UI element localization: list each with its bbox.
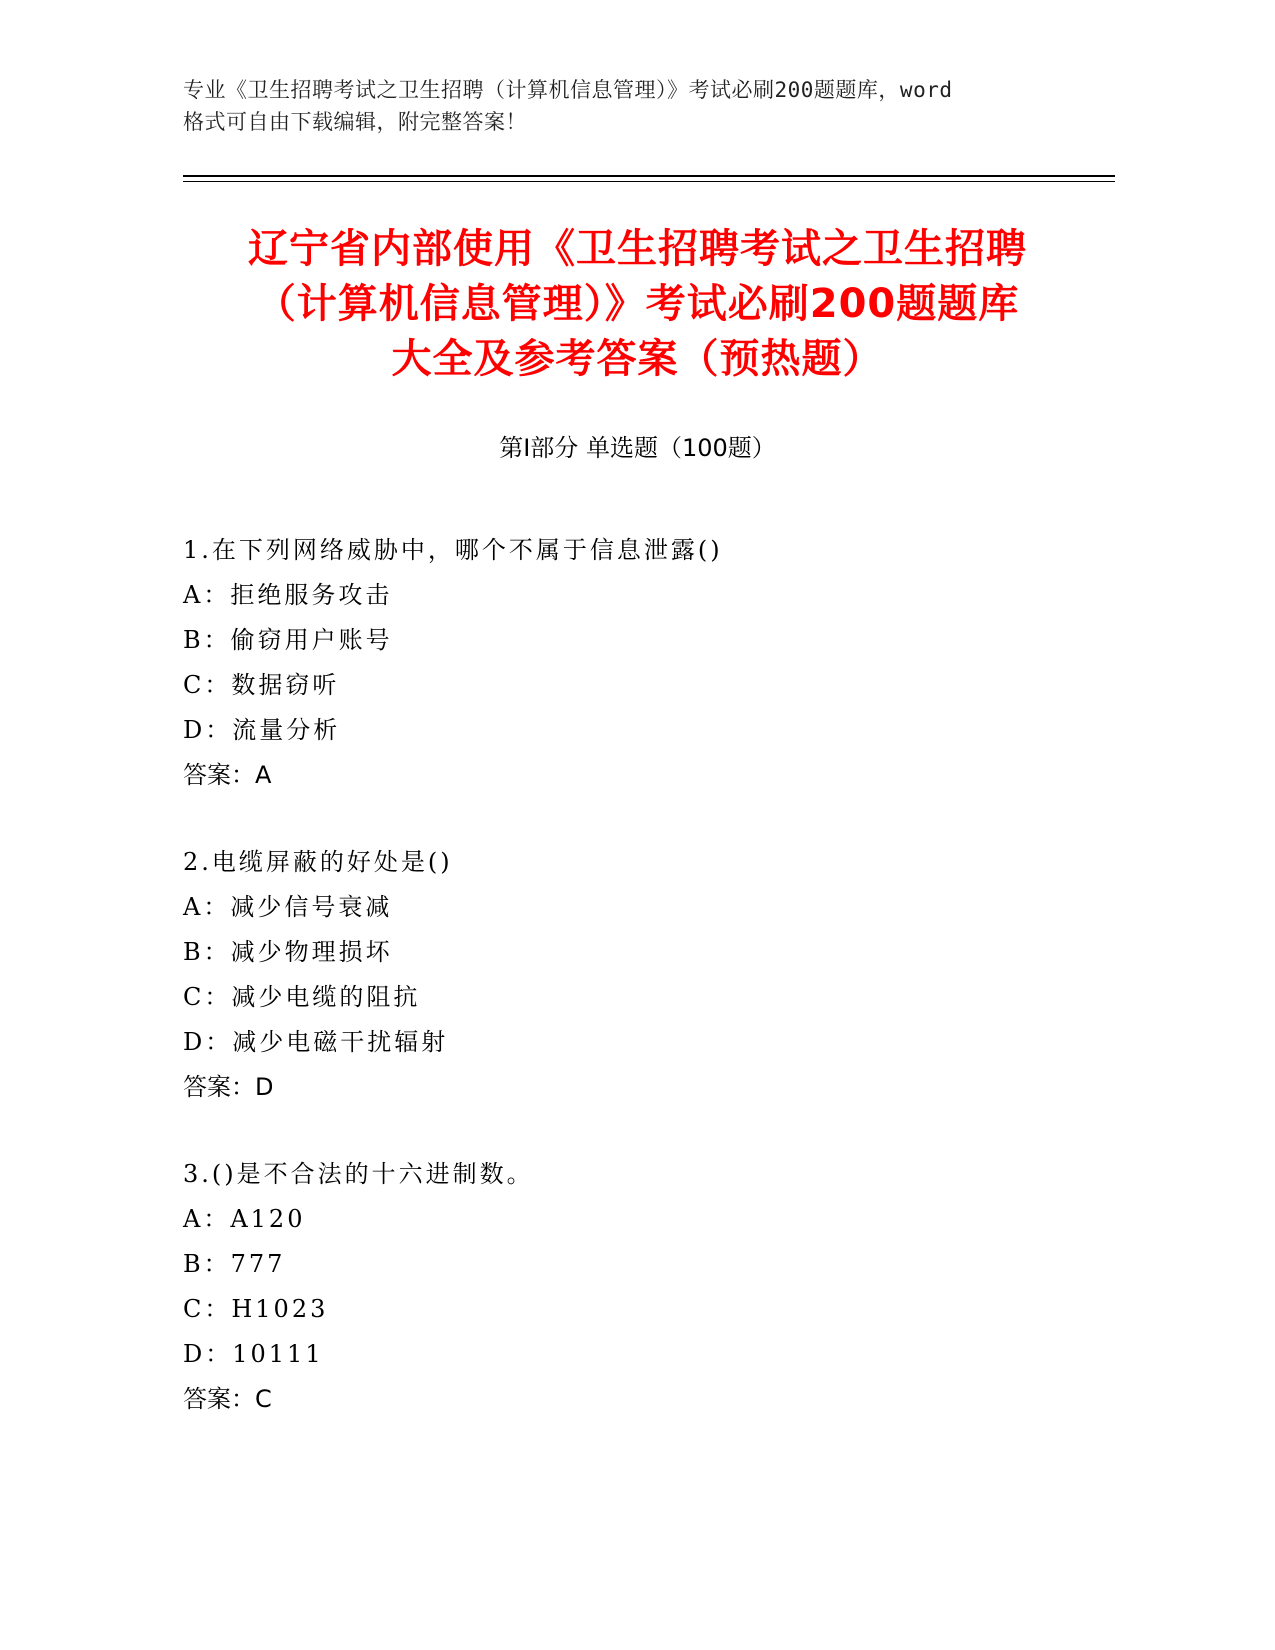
header-rule-thick <box>183 175 1115 177</box>
header-note <box>183 74 1063 138</box>
option-b: B：偷窃用户账号 <box>183 626 393 654</box>
question-2 <box>183 840 1083 1110</box>
title-line-2: （计算机信息管理）》考试必刷200题题库 <box>255 281 1020 327</box>
option-b: B：减少物理损坏 <box>183 938 393 966</box>
section-title: 第Ⅰ部分 单选题（100题） <box>499 434 776 462</box>
option-d: D：流量分析 <box>183 716 341 744</box>
option-c: C：H1023 <box>183 1295 329 1323</box>
question-stem: 1.在下列网络威胁中，哪个不属于信息泄露() <box>183 536 723 564</box>
title-line-1: 辽宁省内部使用《卫生招聘考试之卫生招聘 <box>248 226 1027 272</box>
option-a: A：减少信号衰减 <box>183 893 393 921</box>
question-list <box>183 528 1083 1464</box>
option-c: C：数据窃听 <box>183 671 340 699</box>
title-line-3: 大全及参考答案（预热题） <box>391 336 884 382</box>
answer: 答案：D <box>183 1073 274 1101</box>
question-1 <box>183 528 1083 798</box>
document-title <box>150 222 1125 387</box>
option-d: D：减少电磁干扰辐射 <box>183 1028 449 1056</box>
question-3 <box>183 1152 1083 1422</box>
option-a: A：拒绝服务攻击 <box>183 581 393 609</box>
answer: 答案：A <box>183 761 272 789</box>
header-note-line-1: 专业《卫生招聘考试之卫生招聘（计算机信息管理）》考试必刷200题题库，word <box>183 78 953 102</box>
answer: 答案：C <box>183 1385 272 1413</box>
option-d: D：10111 <box>183 1340 324 1368</box>
header-rule-thin <box>183 181 1115 182</box>
option-b: B：777 <box>183 1250 286 1278</box>
question-stem: 3.()是不合法的十六进制数。 <box>183 1160 534 1188</box>
header-note-line-2: 格式可自由下载编辑，附完整答案！ <box>183 110 527 134</box>
option-c: C：减少电缆的阻抗 <box>183 983 421 1011</box>
question-stem: 2.电缆屏蔽的好处是() <box>183 848 453 876</box>
option-a: A：A120 <box>183 1205 306 1233</box>
